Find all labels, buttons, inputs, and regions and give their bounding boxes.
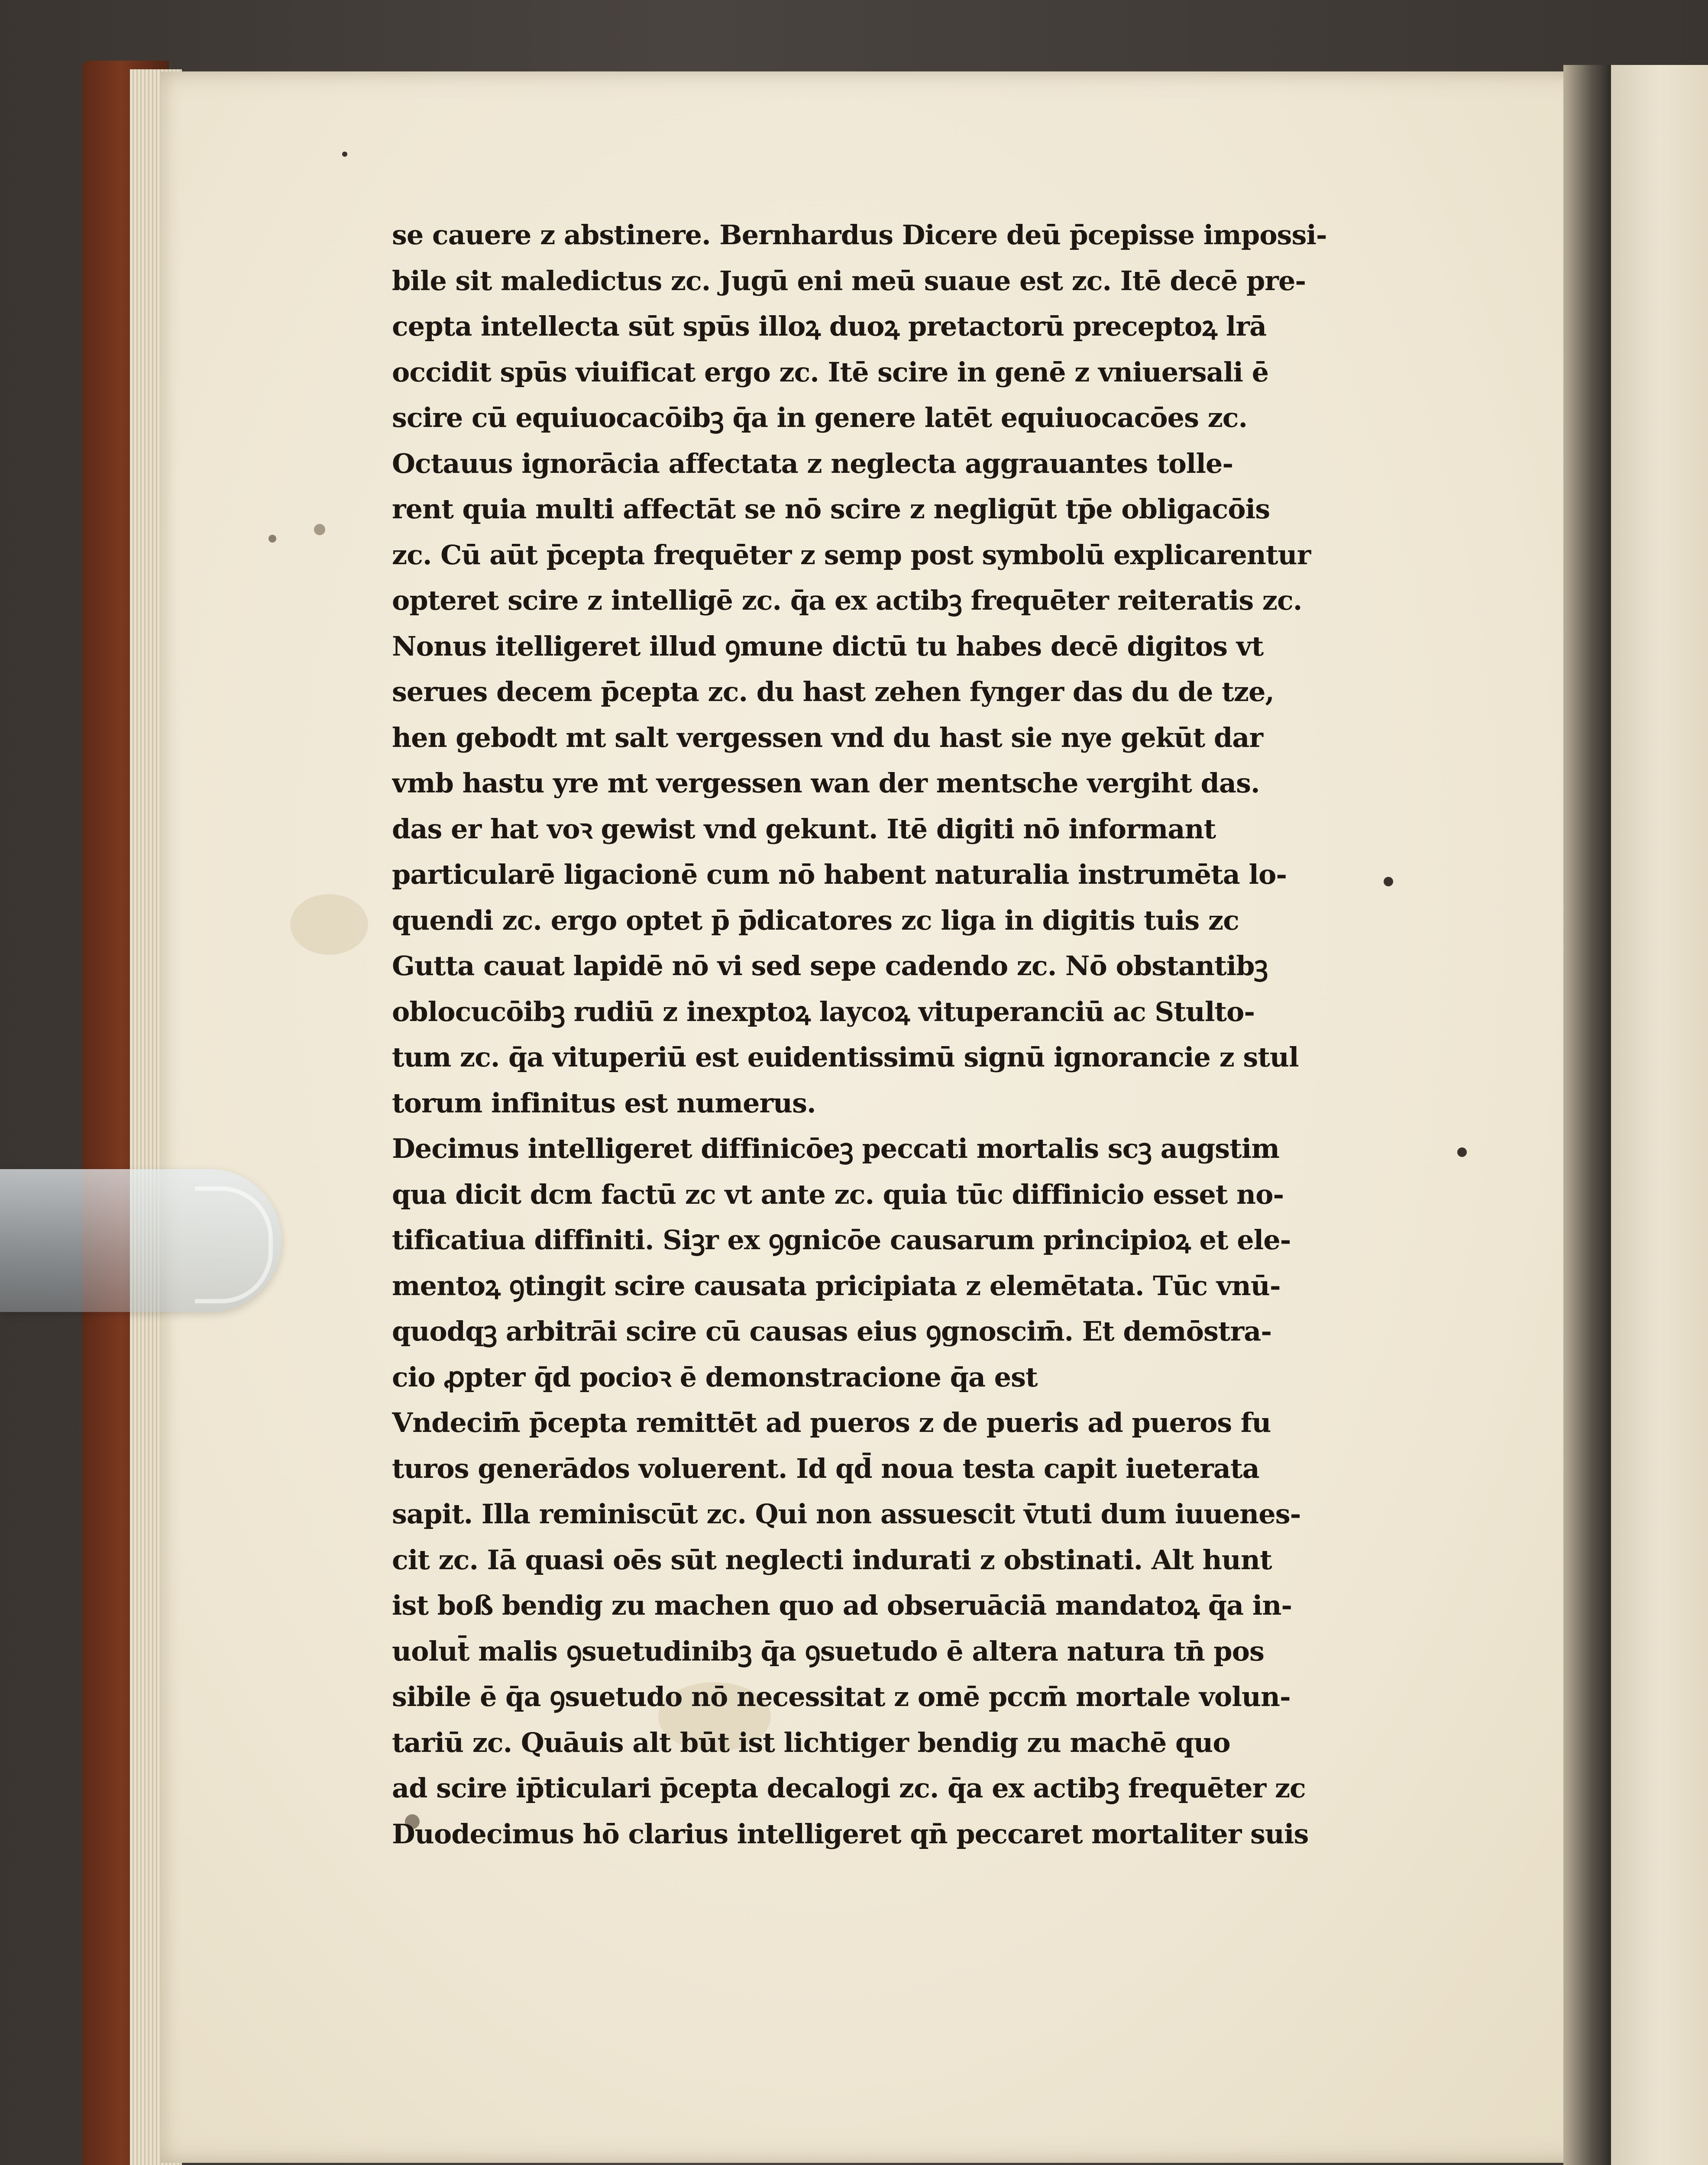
text-line: sapit. Illa reminiscūt zc. Qui non assuescit v̄tuti dum iuuenes- (392, 1498, 1301, 1530)
text-line: ad scire ip̄ticulari p̄cepta decalogi zc. q̄a ex actibꝫ frequēter zc (392, 1772, 1306, 1804)
ink-speck (268, 535, 276, 543)
text-line: Duodecimus hō clarius intelligeret qn̄ peccaret mortaliter suis (392, 1818, 1309, 1850)
text-line: Octauus ignorācia affectata z neglecta aggrauantes tolle- (392, 447, 1233, 479)
text-line: uolut̄ malis ꝯsuetudinibꝫ q̄a ꝯsuetudo ē altera natura tn̄ pos (392, 1635, 1264, 1667)
text-line: Vndecim̄ p̄cepta remittēt ad pueros z de pueris ad pueros fu (392, 1407, 1271, 1438)
text-line: tum zc. q̄a vituperiū est euidentissimū signū ignorancie z stul (392, 1041, 1299, 1073)
ink-speck (342, 152, 347, 157)
text-line: particularē ligacionē cum nō habent naturalia instrumēta lo- (392, 859, 1287, 890)
text-line: opteret scire z intelligē zc. q̄a ex actibꝫ frequēter reiteratis zc. (392, 585, 1302, 616)
text-line: vmb hastu yre mt vergessen wan der mentsche vergiht das. (392, 767, 1260, 799)
text-line: tificatiua diffiniti. Siꝫr ex ꝯgnicōe causarum principioꝝ et ele- (392, 1224, 1291, 1256)
paper-stain (290, 894, 368, 955)
text-line: Decimus intelligeret diffinicōeꝫ peccati mortalis scꝫ augstim (392, 1133, 1279, 1164)
text-line: quendi zc. ergo optet p̄ p̄dicatores zc liga in digitis tuis zc (392, 904, 1239, 936)
text-line: se cauere z abstinere. Bernhardus Dicere deū p̄cepisse impossi- (392, 219, 1327, 251)
text-line: cepta intellecta sūt spūs illoꝝ duoꝝ pretactorū preceptoꝝ lrā (392, 310, 1267, 342)
facing-page-edge (1611, 65, 1708, 2165)
text-line: mentoꝝ ꝯtingit scire causata pricipiata z elemētata. Tūc vnū- (392, 1270, 1281, 1302)
text-line: tariū zc. Quāuis alt būt ist lichtiger bendig zu machē quo (392, 1726, 1230, 1758)
text-line: qua dicit dcm factū zc vt ante zc. quia tūc diffinicio esset no- (392, 1178, 1284, 1210)
text-line: zc. Cū aūt p̄cepta frequēter z semp post symbolū explicarentur (392, 539, 1311, 571)
text-line: sibile ē q̄a ꝯsuetudo nō necessitat z omē pccm̄ mortale volun- (392, 1681, 1291, 1713)
book-gutter (1563, 65, 1611, 2165)
text-line: occidit spūs viuificat ergo zc. Itē scire in genē z vniuersali ē (392, 356, 1269, 388)
text-line: ist boß bendig zu machen quo ad obseruāciā mandatoꝝ q̄a in- (392, 1590, 1292, 1621)
text-line: serues decem p̄cepta zc. du hast zehen fynger das du de tze, (392, 676, 1274, 708)
text-line: oblocucōibꝫ rudiū z inexptoꝝ laycoꝝ vituperanciū ac Stulto- (392, 995, 1255, 1028)
text-line: torum infinitus est numerus. (392, 1087, 816, 1119)
text-line: Nonus itelligeret illud ꝯmune dictū tu habes decē digitos vt (392, 630, 1264, 662)
text-line: cit zc. Iā quasi oēs sūt neglecti indurati z obstinati. Alt hunt (392, 1544, 1272, 1576)
text-line: bile sit maledictus zc. Jugū eni meū suaue est zc. Itē decē pre- (392, 265, 1306, 297)
text-line: das er hat voꝛ gewist vnd gekunt. Itē digiti nō informant (392, 813, 1216, 845)
ink-speck (314, 524, 325, 535)
text-line: rent quia multi affectāt se nō scire z negligūt tp̄e obligacōis (392, 493, 1270, 525)
ink-speck (1384, 877, 1393, 886)
text-column (392, 212, 1366, 1857)
text-line: scire cū equiuocacōibꝫ q̄a in genere latēt equiuocacōes zc. (392, 402, 1248, 433)
text-line: Gutta cauat lapidē nō vi sed sepe cadendo zc. Nō obstantibꝫ (392, 950, 1268, 982)
text-line: quodqꝫ arbitrāi scire cū causas eius ꝯgnoscim̄. Et demōstra- (392, 1315, 1272, 1347)
ink-speck (1457, 1147, 1467, 1157)
text-line: hen gebodt mt salt vergessen vnd du hast sie nye gekūt dar (392, 721, 1263, 753)
text-line: cio ꝓpter q̄d pocioꝛ ē demonstracione q̄a est (392, 1361, 1038, 1393)
text-line: turos generādos voluerent. Id qd̄ noua testa capit iueterata (392, 1452, 1259, 1484)
